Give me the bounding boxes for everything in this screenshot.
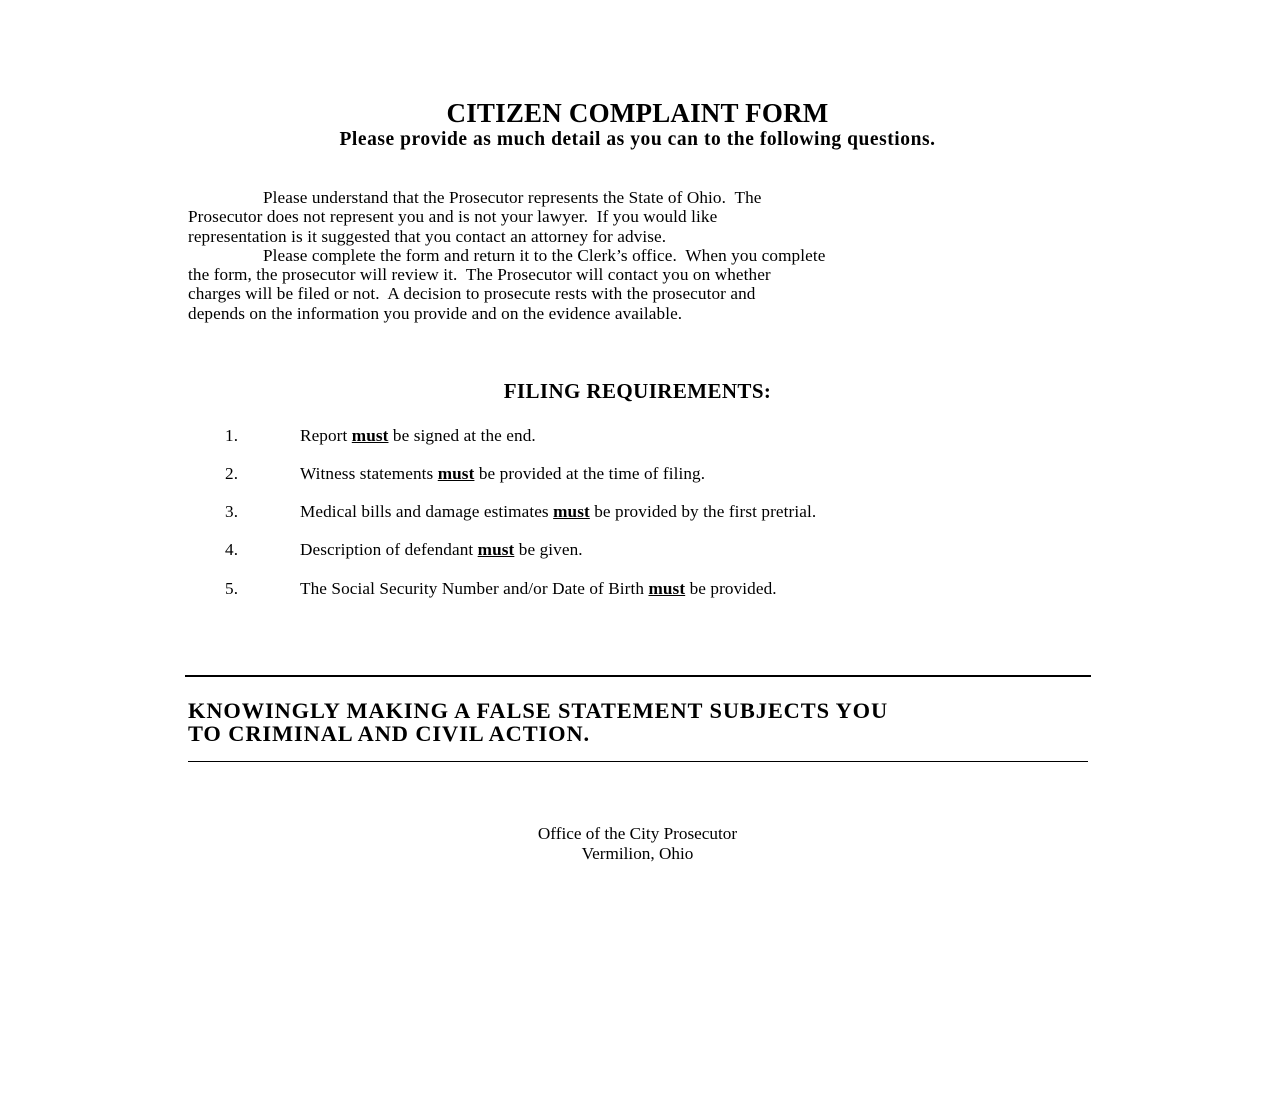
intro-line: charges will be filed or not. A decision to prosecute rests with the prosecutor and [188,284,756,304]
office-name: Office of the City Prosecutor [537,824,738,843]
underscore-rule [188,761,1088,762]
requirement-emphasis: must [553,502,590,521]
requirement-text: Medical bills and damage estimates must be provided by the first pretrial. [300,502,817,521]
requirement-text: The Social Security Number and/or Date of Birth must be provided. [300,579,777,598]
office-address [0,824,1275,863]
requirement-emphasis: must [437,464,475,483]
requirement-number: 4. [225,540,239,559]
requirement-emphasis: must [648,579,686,598]
intro-line: the form, the prosecutor will review it. The Prosecutor will contact you on whether [188,265,771,285]
warning-line: TO CRIMINAL AND CIVIL ACTION. [188,721,591,746]
requirement-number: 3. [225,502,239,521]
requirement-text: Report must be signed at the end. [300,426,536,445]
filing-requirements-heading: FILING REQUIREMENTS: [503,379,772,403]
requirement-item [0,463,1100,487]
requirement-number: 2. [225,464,239,483]
intro-line: representation is it suggested that you contact an attorney for advise. [188,226,667,246]
requirement-item [0,425,1100,449]
warning-line: KNOWINGLY MAKING A FALSE STATEMENT SUBJECTS YOU [188,698,889,723]
requirement-number: 1. [225,426,239,445]
intro-paragraphs [188,188,1048,323]
requirement-emphasis: must [477,540,515,559]
intro-line: Please understand that the Prosecutor represents the State of Ohio. The [263,188,762,207]
intro-line: Prosecutor does not represent you and is not your lawyer. If you would like [188,207,718,227]
requirement-number: 5. [225,579,239,598]
requirement-emphasis: must [351,426,389,445]
false-statement-warning [188,699,1088,745]
horizontal-rule [185,675,1091,677]
form-subtitle: Please provide as much detail as you can to the following questions. [339,129,936,150]
intro-line: Please complete the form and return it to the Clerk’s office. When you complete [263,245,826,265]
requirement-text: Witness statements must be provided at the time of filing. [300,464,706,483]
requirement-text: Description of defendant must be given. [300,540,583,559]
requirement-item [0,578,1100,602]
form-title: CITIZEN COMPLAINT FORM [446,98,829,128]
requirement-item [0,501,1100,525]
intro-line: depends on the information you provide and on the evidence available. [188,303,683,323]
requirement-item [0,539,1100,563]
office-location: Vermilion, Ohio [581,843,694,863]
